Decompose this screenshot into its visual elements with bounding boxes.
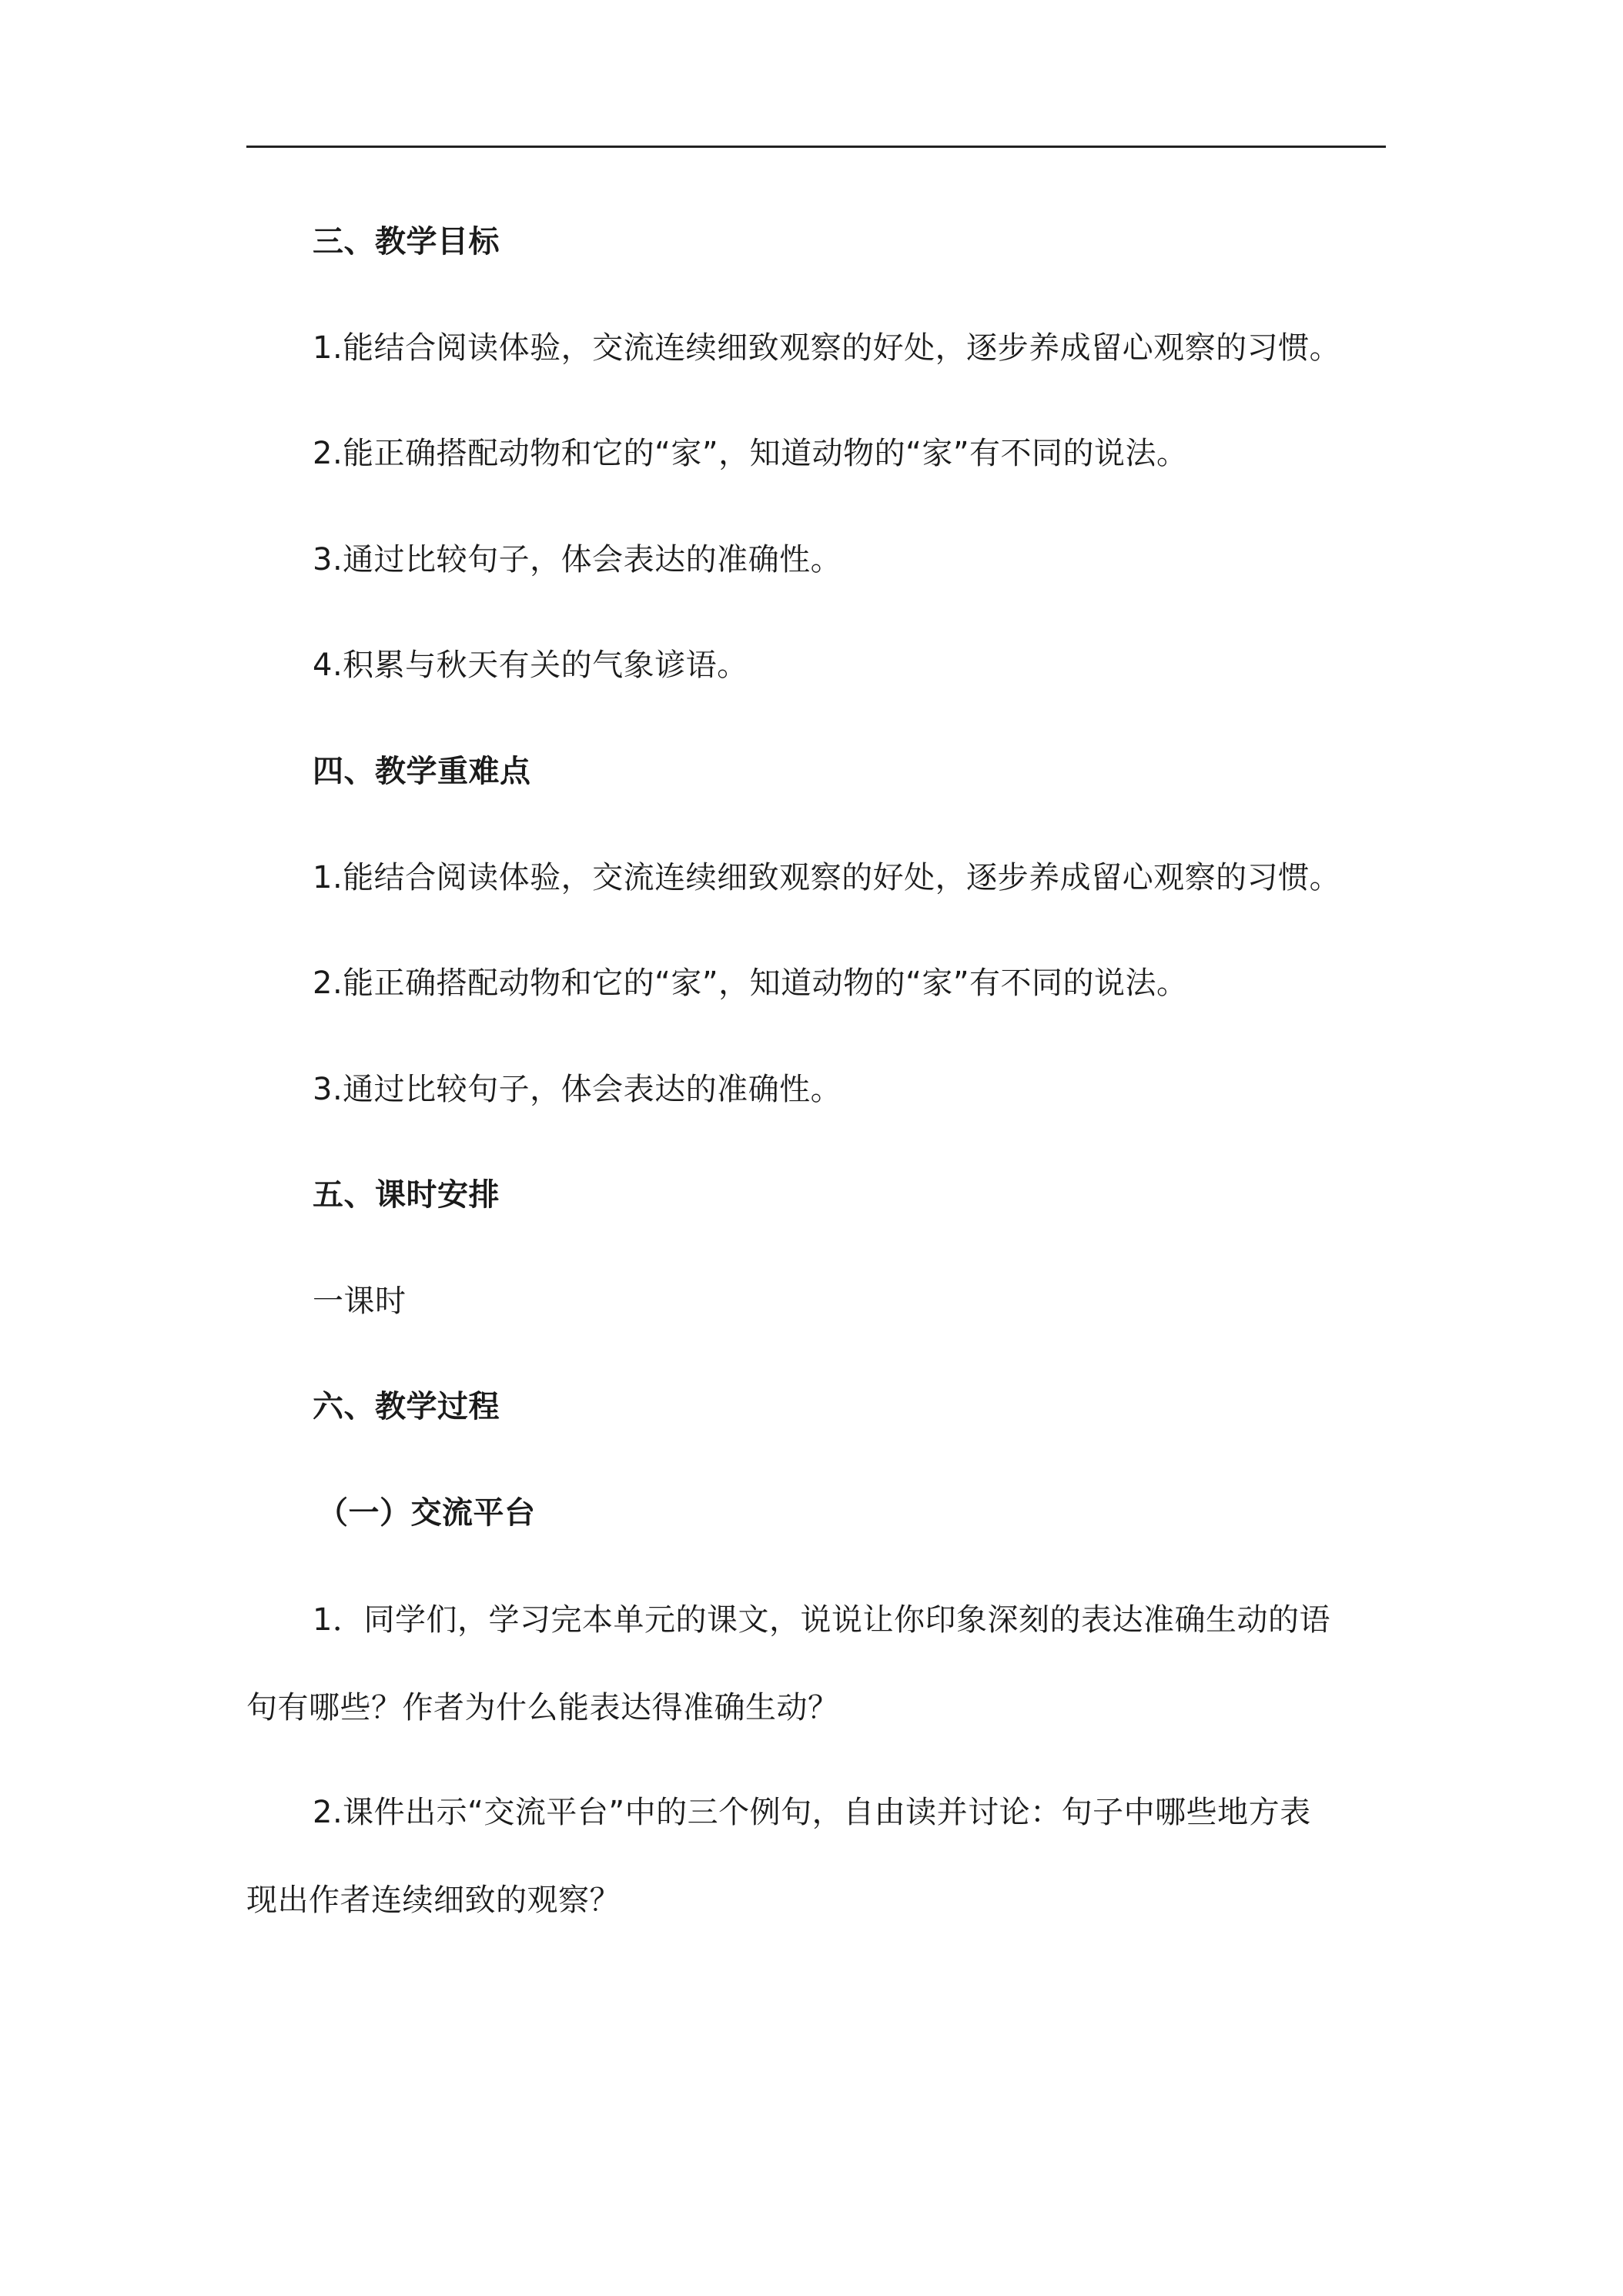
section-heading-key-points: 四、教学重难点 (313, 754, 531, 789)
key-point-item: 1.能结合阅读体验，交流连续细致观察的好处，逐步养成留心观察的习惯。 (313, 860, 1341, 895)
paragraph-line: 句有哪些？作者为什么能表达得准确生动？ (246, 1690, 839, 1725)
objective-item: 3.通过比较句子，体会表达的准确性。 (313, 542, 842, 577)
header-rule (246, 146, 1386, 148)
section-heading-schedule: 五、课时安排 (313, 1177, 500, 1213)
section-heading-process: 六、教学过程 (313, 1389, 500, 1424)
schedule-item: 一课时 (313, 1284, 407, 1319)
paragraph-line: 现出作者连续细致的观察？ (246, 1883, 621, 1918)
key-point-item: 3.通过比较句子，体会表达的准确性。 (313, 1072, 842, 1107)
paragraph-line: 1．同学们，学习完本单元的课文，说说让你印象深刻的表达准确生动的语 (313, 1602, 1330, 1638)
section-heading-objectives: 三、教学目标 (313, 224, 500, 259)
subsection-heading-exchange: （一）交流平台 (317, 1495, 536, 1531)
objective-item: 4.积累与秋天有关的气象谚语。 (313, 648, 748, 683)
key-point-item: 2.能正确搭配动物和它的“家”，知道动物的“家”有不同的说法。 (313, 966, 1188, 1001)
objective-item: 1.能结合阅读体验，交流连续细致观察的好处，逐步养成留心观察的习惯。 (313, 330, 1341, 366)
paragraph-line: 2.课件出示“交流平台”中的三个例句，自由读并讨论：句子中哪些地方表 (313, 1795, 1311, 1830)
objective-item: 2.能正确搭配动物和它的“家”，知道动物的“家”有不同的说法。 (313, 436, 1188, 471)
